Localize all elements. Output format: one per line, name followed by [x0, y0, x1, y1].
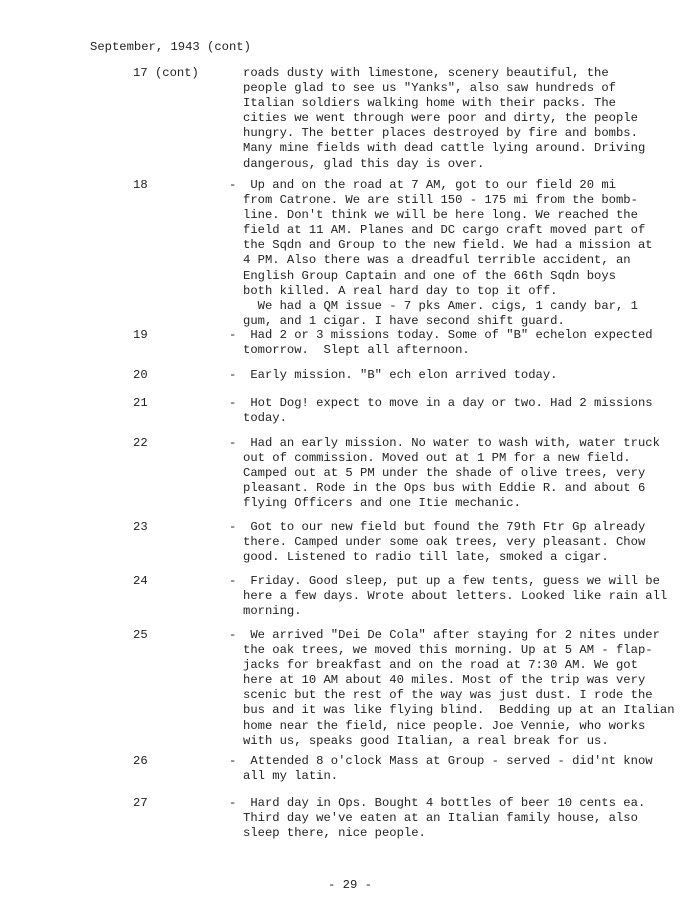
- entry-day: 24: [133, 574, 148, 588]
- entry-line: roads dusty with limestone, scenery beautiful, the: [243, 66, 609, 80]
- entry-text: [243, 66, 663, 172]
- entry-line: there. Camped under some oak trees, very pleasant. Chow: [243, 535, 646, 550]
- entry-line: Hard day in Ops. Bought 4 bottles of beer 10 cents ea.: [243, 796, 646, 810]
- entry-line: with us, speaks good Italian, a real break for us.: [243, 733, 609, 748]
- page-heading: September, 1943 (cont): [90, 40, 251, 54]
- entry-text: [243, 628, 675, 749]
- entry-line: good. Listened to radio till late, smoked a cigar.: [243, 550, 609, 565]
- entry-day: 21: [133, 396, 148, 410]
- entry-line: Third day we've eaten at an Italian family house, also: [243, 811, 638, 826]
- entry-dash: -: [229, 574, 237, 588]
- entry-day: 20: [133, 368, 148, 382]
- entry-line: Attended 8 o'clock Mass at Group - served - did'nt know: [243, 754, 653, 768]
- entry-dash: -: [229, 396, 237, 410]
- entry-dash: -: [229, 368, 237, 382]
- entry-line: out of commission. Moved out at 1 PM for a new field.: [243, 451, 631, 466]
- entry-line: field at 11 AM. Planes and DC cargo craft moved part of: [243, 223, 646, 238]
- entry-line: sleep there, nice people.: [243, 826, 426, 841]
- entry-line: dangerous, glad this day is over.: [243, 156, 485, 171]
- entry-line: bus and it was like flying blind. Bedding up at an Italian: [243, 703, 675, 718]
- entry-line: Italian soldiers walking home with their packs. The: [243, 96, 616, 111]
- entry-line: Friday. Good sleep, put up a few tents, guess we will be: [243, 574, 660, 588]
- entry-line: cities we went through were poor and dirty, the people: [243, 111, 638, 126]
- entry-text: [243, 436, 663, 511]
- entry-line: pleasant. Rode in the Ops bus with Eddie R. and about 6: [243, 481, 646, 496]
- entry-line: Early mission. "B" ech elon arrived today.: [243, 368, 558, 382]
- entry-line: We arrived "Dei De Cola" after staying for 2 nites under: [243, 628, 660, 642]
- entry-line: Camped out at 5 PM under the shade of olive trees, very: [243, 466, 646, 481]
- entry-text: [243, 328, 663, 358]
- entry-day: 17 (cont): [133, 66, 199, 80]
- entry-dash: -: [229, 520, 237, 534]
- entry-day: 18: [133, 178, 148, 192]
- entry-text: [243, 574, 668, 619]
- entry-line: here a few days. Wrote about letters. Looked like rain all: [243, 589, 668, 604]
- entry-line: We had a QM issue - 7 pks Amer. cigs, 1 candy bar, 1: [243, 298, 638, 313]
- entry-line: English Group Captain and one of the 66th Sqdn boys: [243, 268, 616, 283]
- page-number: - 29 -: [328, 878, 372, 892]
- entry-dash: -: [229, 178, 237, 192]
- entry-day: 27: [133, 796, 148, 810]
- entry-dash: -: [229, 754, 237, 768]
- entry-line: the Sqdn and Group to the new field. We had a mission at: [243, 238, 653, 253]
- entry-line: from Catrone. We are still 150 - 175 mi from the bomb-: [243, 193, 638, 208]
- entry-line: 4 PM. Also there was a dreadful terrible accident, an: [243, 253, 631, 268]
- entry-line: the oak trees, we moved this morning. Up at 5 AM - flap-: [243, 643, 653, 658]
- entry-line: people glad to see us "Yanks", also saw hundreds of: [243, 81, 616, 96]
- entry-line: hungry. The better places destroyed by fire and bombs.: [243, 126, 638, 141]
- entry-dash: -: [229, 796, 237, 810]
- entry-day: 23: [133, 520, 148, 534]
- entry-text: [243, 368, 663, 383]
- entry-text: [243, 396, 663, 426]
- entry-day: 22: [133, 436, 148, 450]
- entry-text: [243, 754, 663, 784]
- entry-day: 19: [133, 328, 148, 342]
- entry-line: jacks for breakfast and on the road at 7:30 AM. We got: [243, 658, 638, 673]
- entry-text: [243, 178, 663, 329]
- entry-text: [243, 520, 663, 565]
- entry-line: here at 10 AM about 40 miles. Most of the trip was very: [243, 673, 646, 688]
- entry-line: scenic but the rest of the way was just dust. I rode the: [243, 688, 653, 703]
- entry-line: Up and on the road at 7 AM, got to our field 20 mi: [243, 178, 616, 192]
- entry-line: Many mine fields with dead cattle lying around. Driving: [243, 141, 646, 156]
- entry-dash: -: [229, 436, 237, 450]
- entry-line: Hot Dog! expect to move in a day or two. Had 2 missions: [243, 396, 653, 410]
- entry-day: 25: [133, 628, 148, 642]
- entry-line: tomorrow. Slept all afternoon.: [243, 343, 470, 358]
- entry-line: both killed. A real hard day to top it off.: [243, 283, 558, 298]
- entry-line: Had an early mission. No water to wash with, water truck: [243, 436, 660, 450]
- entry-line: morning.: [243, 604, 302, 619]
- entry-day: 26: [133, 754, 148, 768]
- entry-dash: -: [229, 328, 237, 342]
- entry-line: flying Officers and one Itie mechanic.: [243, 496, 521, 511]
- entry-line: home near the field, nice people. Joe Vennie, who works: [243, 718, 646, 733]
- entry-line: Had 2 or 3 missions today. Some of "B" echelon expected: [243, 328, 653, 342]
- entry-line: gum, and 1 cigar. I have second shift guard.: [243, 313, 565, 328]
- entry-text: [243, 796, 663, 841]
- entry-line: Got to our new field but found the 79th Ftr Gp already: [243, 520, 646, 534]
- entry-line: all my latin.: [243, 769, 339, 784]
- entry-line: line. Don't think we will be here long. We reached the: [243, 208, 638, 223]
- entry-dash: -: [229, 628, 237, 642]
- entry-line: today.: [243, 411, 287, 426]
